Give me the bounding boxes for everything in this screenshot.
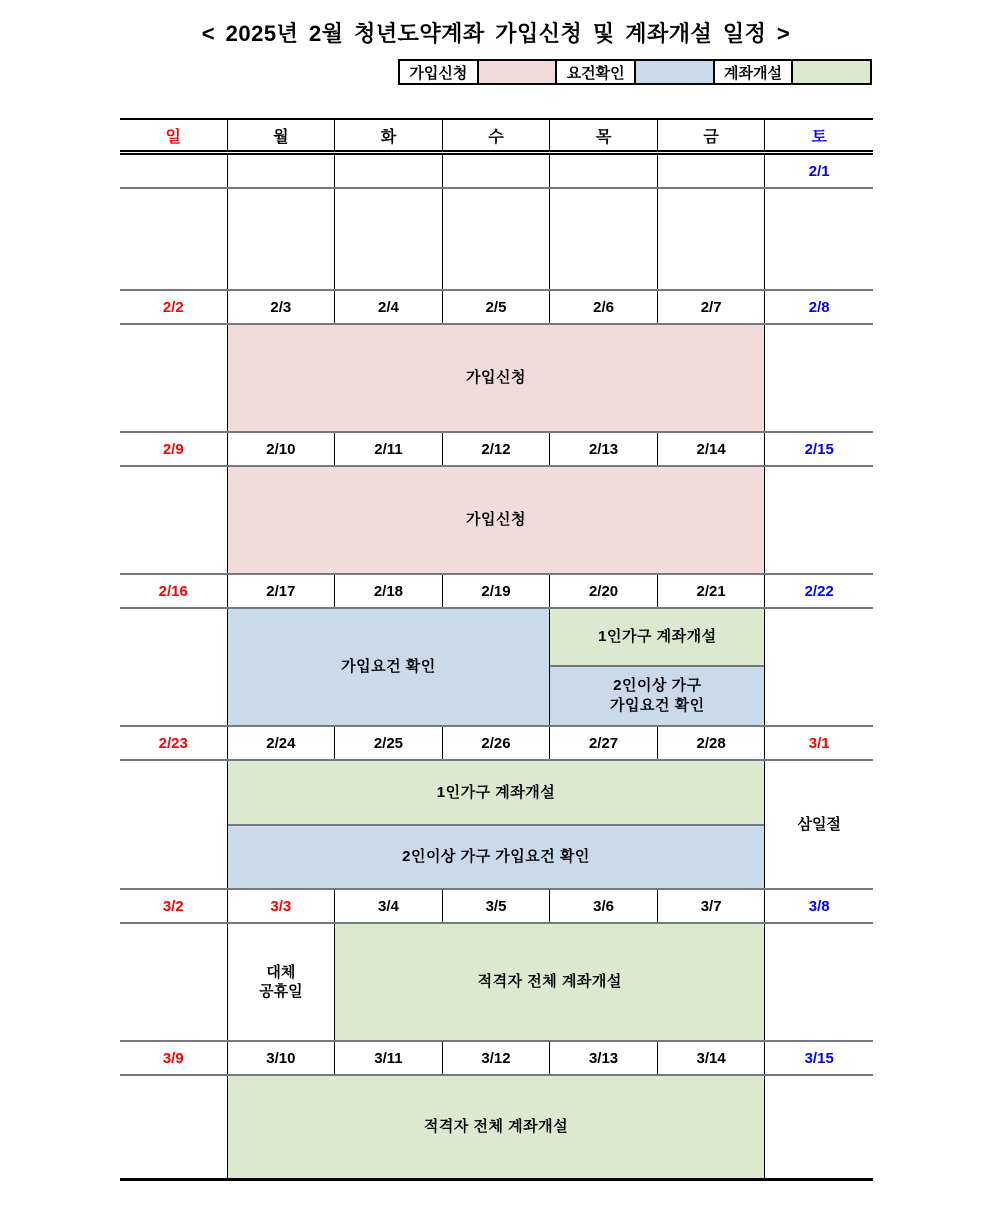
empty-cell <box>120 189 228 289</box>
date-cell: 2/11 <box>335 433 443 465</box>
weekday-header-tue: 화 <box>335 120 443 150</box>
band-apply-label: 가입신청 <box>466 511 526 528</box>
weekday-header-fri: 금 <box>658 120 766 150</box>
date-cell: 2/17 <box>228 575 336 607</box>
date-cell: 3/6 <box>550 890 658 922</box>
date-cell: 2/19 <box>443 575 551 607</box>
band-open <box>228 761 765 826</box>
empty-cell <box>120 325 228 431</box>
date-cell <box>658 155 766 187</box>
date-cell: 3/5 <box>443 890 551 922</box>
empty-cell <box>120 924 228 1040</box>
holiday-note-samiljeol <box>765 761 873 888</box>
week1-content-row <box>120 189 873 291</box>
date-cell <box>335 155 443 187</box>
band-open-label: 1인가구 계좌개설 <box>436 783 556 801</box>
empty-cell <box>765 1076 873 1178</box>
week7-date-row <box>120 1042 873 1076</box>
date-cell: 2/18 <box>335 575 443 607</box>
weekday-header-sun: 일 <box>120 120 228 150</box>
date-cell: 2/20 <box>550 575 658 607</box>
date-cell-holiday: 3/1 <box>808 734 830 752</box>
empty-cell <box>765 189 873 289</box>
week3-content-row <box>120 467 873 575</box>
band-verify-label: 2인이상 가구 가입요건 확인 <box>402 848 590 865</box>
date-cell: 3/13 <box>550 1042 658 1074</box>
legend-label-verify: 요건확인 <box>555 61 634 83</box>
date-cell: 2/13 <box>550 433 658 465</box>
date-cell: 2/9 <box>120 433 228 465</box>
date-cell: 2/14 <box>658 433 766 465</box>
date-cell: 2/21 <box>658 575 766 607</box>
date-cell: 2/2 <box>120 291 228 323</box>
date-cell: 3/11 <box>335 1042 443 1074</box>
date-cell-holiday: 3/3 <box>228 890 336 922</box>
date-cell: 3/2 <box>120 890 228 922</box>
band-verify <box>228 609 551 725</box>
date-cell: 2/1 <box>808 162 830 180</box>
date-cell: 2/6 <box>550 291 658 323</box>
empty-cell <box>443 189 551 289</box>
holiday-note-label: 삼일절 <box>797 816 841 833</box>
holiday-note-line2: 공휴일 <box>259 983 303 1000</box>
date-cell <box>550 155 658 187</box>
band-open <box>550 609 764 667</box>
empty-cell <box>335 189 443 289</box>
band-verify2-line1: 2인이상 가구 <box>613 677 702 694</box>
holiday-note-substitute <box>228 924 336 1040</box>
legend-swatch-open <box>791 61 870 83</box>
date-cell: 2/24 <box>228 727 336 759</box>
date-cell: 2/22 <box>804 582 834 600</box>
date-cell: 2/5 <box>443 291 551 323</box>
empty-cell <box>120 609 228 725</box>
holiday-note-line1: 대체 <box>266 964 296 981</box>
date-cell: 3/8 <box>808 897 830 915</box>
week3-date-row <box>120 433 873 467</box>
legend-swatch-verify <box>634 61 713 83</box>
date-cell <box>120 155 228 187</box>
week4-date-row <box>120 575 873 609</box>
date-cell: 2/16 <box>120 575 228 607</box>
week2-date-row <box>120 291 873 325</box>
band-verify-label: 가입요건 확인 <box>341 658 436 675</box>
legend <box>398 59 872 85</box>
week5-date-row <box>120 727 873 761</box>
date-cell: 2/23 <box>120 727 228 759</box>
date-cell <box>443 155 551 187</box>
week5-content-row <box>120 761 873 890</box>
band-verify2-line2: 가입요건 확인 <box>610 697 705 714</box>
legend-label-apply: 가입신청 <box>409 64 468 82</box>
week6-content-row <box>120 924 873 1042</box>
empty-cell <box>765 467 873 573</box>
empty-cell <box>120 1076 228 1178</box>
band-apply <box>228 467 766 573</box>
date-cell: 3/14 <box>658 1042 766 1074</box>
weekday-header-wed: 수 <box>443 120 551 150</box>
empty-cell <box>120 761 228 888</box>
date-cell <box>228 155 336 187</box>
date-cell: 2/25 <box>335 727 443 759</box>
band-verify <box>228 826 765 888</box>
calendar <box>120 118 873 1181</box>
date-cell: 2/7 <box>658 291 766 323</box>
empty-cell <box>120 467 228 573</box>
date-cell: 2/8 <box>808 298 830 316</box>
date-cell: 3/12 <box>443 1042 551 1074</box>
band-apply-label: 가입신청 <box>466 369 526 386</box>
band-open <box>335 924 765 1040</box>
date-cell: 3/15 <box>804 1049 834 1067</box>
weekday-header-thu: 목 <box>550 120 658 150</box>
week1-date-row <box>120 155 873 189</box>
date-cell: 2/4 <box>335 291 443 323</box>
date-cell: 2/26 <box>443 727 551 759</box>
week2-content-row <box>120 325 873 433</box>
page-title: < 2025년 2월 청년도약계좌 가입신청 및 계좌개설 일정 > <box>201 21 791 46</box>
band-open-label: 적격자 전체 계좌개설 <box>423 1118 569 1135</box>
week7-content-row <box>120 1076 873 1178</box>
weekday-header-mon: 월 <box>228 120 336 150</box>
date-cell: 2/27 <box>550 727 658 759</box>
legend-swatch-apply <box>477 61 556 83</box>
date-cell: 2/15 <box>804 440 834 458</box>
date-cell: 2/3 <box>228 291 336 323</box>
empty-cell <box>765 924 873 1040</box>
date-cell: 2/12 <box>443 433 551 465</box>
date-cell: 3/9 <box>120 1042 228 1074</box>
weekday-header-sat: 토 <box>811 128 827 146</box>
thu-fri-stack <box>550 609 765 725</box>
empty-cell <box>550 189 658 289</box>
empty-cell <box>228 189 336 289</box>
legend-label-open: 계좌개설 <box>713 61 792 83</box>
mon-fri-stack <box>228 761 766 888</box>
date-cell: 3/7 <box>658 890 766 922</box>
band-open-label: 1인가구 계좌개설 <box>598 628 717 645</box>
date-cell: 2/28 <box>658 727 766 759</box>
band-verify-2 <box>550 667 764 725</box>
week6-date-row <box>120 890 873 924</box>
empty-cell <box>765 325 873 431</box>
week4-content-row <box>120 609 873 727</box>
date-cell: 3/4 <box>335 890 443 922</box>
weekday-header-row <box>120 118 873 155</box>
band-open-label: 적격자 전체 계좌개설 <box>477 973 622 990</box>
band-open <box>228 1076 766 1178</box>
empty-cell <box>765 609 873 725</box>
band-apply <box>228 325 766 431</box>
date-cell: 3/10 <box>228 1042 336 1074</box>
date-cell: 2/10 <box>228 433 336 465</box>
empty-cell <box>658 189 766 289</box>
